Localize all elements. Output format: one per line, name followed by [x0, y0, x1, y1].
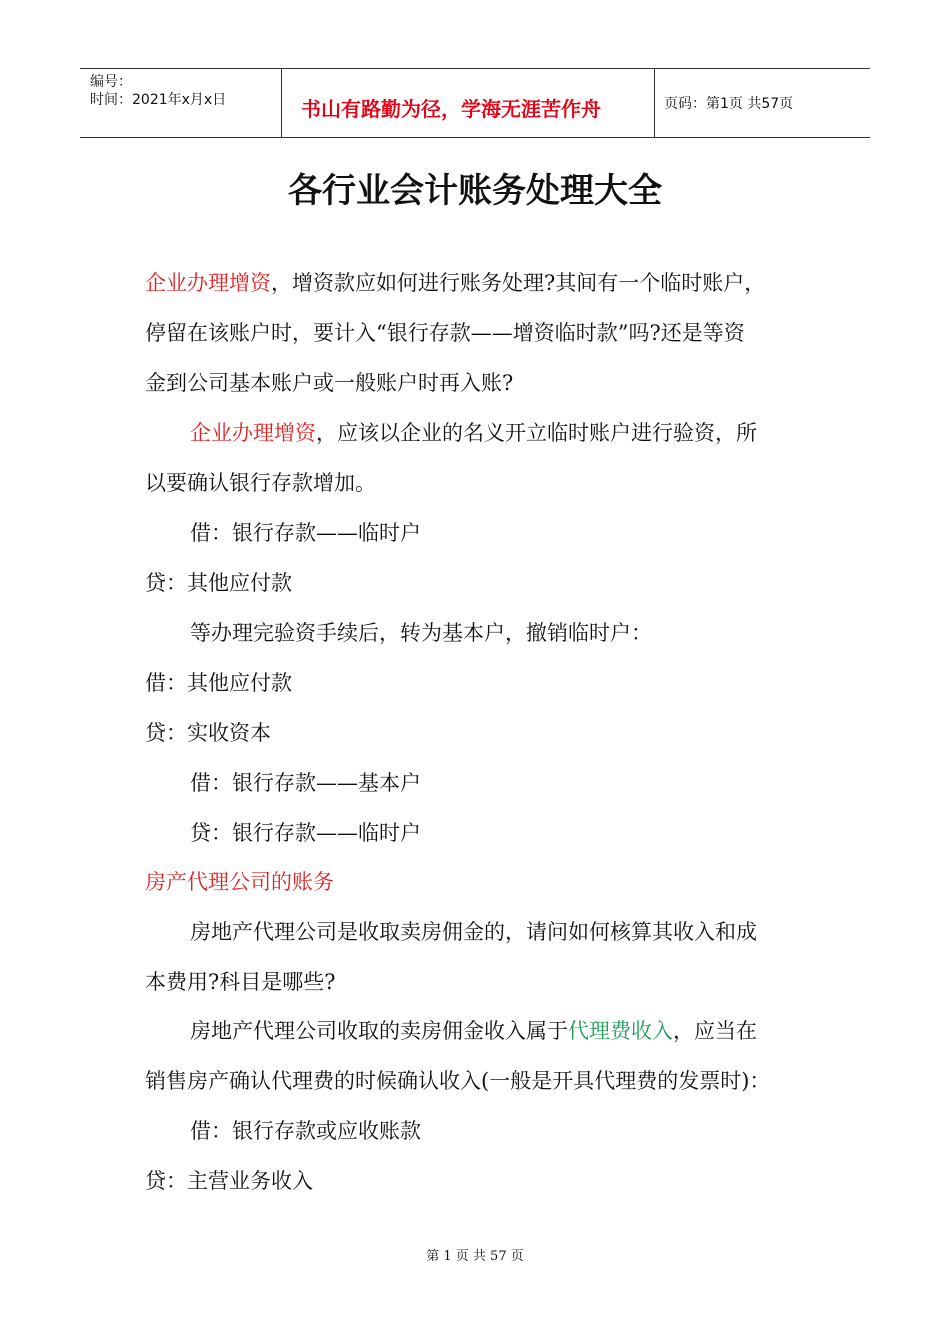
journal-entry-line: 贷：银行存款——临时户 [190, 821, 421, 845]
header-motto-cell [281, 69, 655, 137]
paragraph-line [145, 268, 765, 298]
document-title: 各行业会计账务处理大全 [288, 171, 662, 211]
section-heading: 房产代理公司的账务 [145, 870, 334, 894]
journal-entry-line: 借：银行存款——基本户 [190, 771, 421, 795]
journal-entry-line: 借：银行存款或应收账款 [190, 1119, 421, 1143]
page-header [80, 68, 870, 138]
line-text: ，增资款应如何进行账务处理?其间有一个临时账户， [271, 271, 766, 295]
time-label: 时间：2021年x月x日 [90, 92, 227, 108]
highlight-text: 企业办理增资 [190, 421, 316, 445]
highlight-text: 企业办理增资 [145, 271, 271, 295]
paragraph-line: 等办理完验资手续后，转为基本户，撤销临时户： [190, 621, 652, 645]
journal-entry-line: 贷：实收资本 [145, 721, 271, 745]
paragraph-line: 以要确认银行存款增加。 [145, 471, 376, 495]
paragraph-line: 金到公司基本账户或一般账户时再入账? [145, 371, 514, 395]
number-label: 编号： [90, 74, 132, 90]
line-text: 房地产代理公司收取的卖房佣金收入属于 [190, 1019, 568, 1043]
header-page-info: 页码：第1页 共57页 [664, 96, 794, 112]
journal-entry-line: 借：其他应付款 [145, 671, 292, 695]
journal-entry-line: 贷：其他应付款 [145, 571, 292, 595]
header-page-cell [654, 69, 870, 137]
journal-entry-line: 贷：主营业务收入 [145, 1169, 313, 1193]
journal-entry-line: 借：银行存款——临时户 [190, 521, 421, 545]
paragraph-line: 房地产代理公司是收取卖房佣金的，请问如何核算其收入和成 [190, 920, 757, 944]
paragraph-line: 本费用?科目是哪些? [145, 970, 336, 994]
paragraph-line [190, 1016, 757, 1046]
paragraph-line [190, 418, 757, 448]
header-meta [80, 69, 282, 137]
page-footer: 第 1 页 共 57 页 [426, 1249, 524, 1264]
highlight-text: 代理费收入 [568, 1019, 673, 1043]
paragraph-line: 停留在该账户时，要计入“银行存款——增资临时款”吗?还是等资 [145, 321, 745, 345]
paragraph-line: 销售房产确认代理费的时候确认收入(一般是开具代理费的发票时)： [145, 1069, 771, 1093]
header-motto: 书山有路勤为径，学海无涯苦作舟 [301, 97, 601, 121]
line-text: ，应当在 [673, 1019, 757, 1043]
line-text: ，应该以企业的名义开立临时账户进行验资，所 [316, 421, 757, 445]
